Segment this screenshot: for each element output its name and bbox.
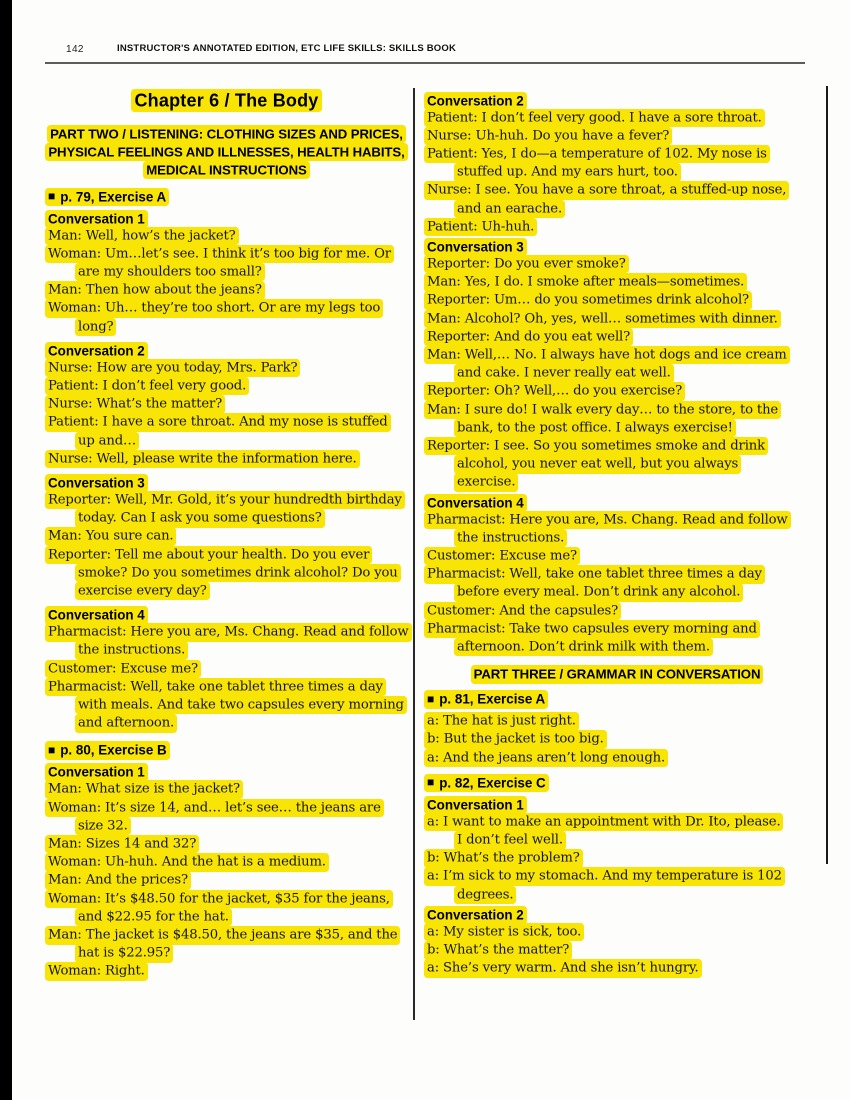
highlighted-text: Woman: It’s $48.50 for the jacket, $35 for the jeans, (45, 890, 393, 909)
highlighted-text: Man: I sure do! I walk every day… to the store, to the (424, 401, 781, 420)
exercise-header (45, 188, 408, 206)
highlighted-text: Patient: I don’t feel very good. I have a sore throat. (424, 109, 765, 128)
highlighted-text: and $22.95 for the hat. (75, 908, 232, 927)
dialogue-line-continuation (424, 474, 810, 492)
dialogue-line (424, 401, 810, 419)
dialogue-line (45, 227, 408, 245)
column-divider (413, 88, 415, 1020)
highlighted-text: Reporter: I see. So you sometimes smoke and drink (424, 437, 768, 456)
dialogue-line (424, 923, 810, 941)
dialogue-line-continuation (424, 365, 810, 383)
dialogue-line-continuation (45, 715, 408, 733)
dialogue-line (45, 890, 408, 908)
highlighted-text: Patient: I don’t feel very good. (45, 377, 249, 396)
highlighted-text: PHYSICAL FEELINGS AND ILLNESSES, HEALTH HABITS, (45, 143, 407, 162)
header-rule (45, 62, 805, 64)
dialogue-line (424, 850, 810, 868)
dialogue-line-continuation (45, 945, 408, 963)
highlighted-text: Conversation 1 (45, 763, 148, 782)
dialogue-line (424, 127, 810, 145)
highlighted-text: afternoon. Don’t drink milk with them. (454, 638, 713, 657)
dialogue-line (424, 292, 810, 310)
highlighted-text: ■ p. 79, Exercise A (45, 188, 169, 207)
dialogue-line (45, 963, 408, 981)
dialogue-line-continuation (45, 817, 408, 835)
highlighted-text: a: And the jeans aren’t long enough. (424, 749, 668, 768)
highlighted-text: Patient: I have a sore throat. And my nose is stuffed (45, 413, 391, 432)
highlighted-text: a: The hat is just right. (424, 712, 579, 731)
highlighted-text: Conversation 2 (45, 342, 148, 361)
highlighted-text: Woman: Uh… they’re too short. Or are my legs too (45, 299, 383, 318)
part-heading-line (45, 143, 408, 161)
dialogue-line (424, 255, 810, 273)
dialogue-line (45, 528, 408, 546)
dialogue-line-continuation (424, 832, 810, 850)
highlighted-text: Conversation 2 (424, 92, 527, 111)
highlighted-text: Man: Sizes 14 and 32? (45, 835, 199, 854)
highlighted-text: Conversation 3 (45, 474, 148, 493)
highlighted-text: ■ p. 82, Exercise C (424, 774, 549, 793)
conversation-title (424, 494, 810, 511)
highlighted-text: Reporter: Um… do you sometimes drink alcohol? (424, 291, 752, 310)
conversation-title (424, 796, 810, 813)
highlighted-text: Nurse: I see. You have a sore throat, a stuffed-up nose, (424, 181, 789, 200)
dialogue-line (424, 868, 810, 886)
highlighted-text: Conversation 1 (424, 796, 527, 815)
dialogue-line (45, 245, 408, 263)
dialogue-line (424, 328, 810, 346)
dialogue-line-continuation (45, 696, 408, 714)
highlighted-text: degrees. (454, 886, 516, 905)
dialogue-line (45, 660, 408, 678)
chapter-title (45, 88, 408, 112)
highlighted-text: PART TWO / LISTENING: CLOTHING SIZES AND PRICES, (47, 125, 406, 144)
highlighted-text: Reporter: And do you eat well? (424, 328, 633, 347)
conversation-title (424, 906, 810, 923)
dialogue-line-continuation (45, 582, 408, 600)
highlighted-text: long? (75, 318, 116, 337)
highlighted-text: Pharmacist: Take two capsules every morning and (424, 620, 760, 639)
highlighted-text: Reporter: Well, Mr. Gold, it’s your hundredth birthday (45, 491, 405, 510)
highlighted-text: Reporter: Do you ever smoke? (424, 255, 629, 274)
highlighted-text: Customer: Excuse me? (424, 547, 580, 566)
highlighted-text: Man: The jacket is $48.50, the jeans are $35, and the (45, 926, 400, 945)
dialogue-line-continuation (424, 419, 810, 437)
dialogue-line (424, 602, 810, 620)
conversation-title (45, 474, 408, 491)
dialogue-line-continuation (424, 584, 810, 602)
dialogue-line (424, 346, 810, 364)
highlighted-text: Conversation 3 (424, 238, 527, 257)
highlighted-text: Man: Yes, I do. I smoke after meals—sometimes. (424, 273, 747, 292)
dialogue-line-continuation (45, 642, 408, 660)
highlighted-text: are my shoulders too small? (75, 263, 265, 282)
highlighted-text: a: I want to make an appointment with Dr. Ito, please. (424, 813, 783, 832)
dialogue-line (424, 731, 810, 749)
dialogue-line (424, 218, 810, 236)
highlighted-text: a: My sister is sick, too. (424, 923, 584, 942)
highlighted-text: Man: And the prices? (45, 871, 191, 890)
section-marker-icon: ■ (427, 775, 435, 790)
chapter-title-text: Chapter 6 / The Body (131, 89, 321, 113)
highlighted-text: Pharmacist: Well, take one tablet three times a day (45, 678, 386, 697)
dialogue-line (45, 300, 408, 318)
conversation-title (45, 210, 408, 227)
dialogue-line (424, 182, 810, 200)
dialogue-line-continuation (424, 886, 810, 904)
conversation-title (424, 238, 810, 255)
dialogue-line-continuation (45, 318, 408, 336)
dialogue-line (45, 396, 408, 414)
highlighted-text: and afternoon. (75, 714, 177, 733)
highlighted-text: ■ p. 80, Exercise B (45, 741, 170, 760)
highlighted-text: Man: Well,… No. I always have hot dogs and ice cream (424, 346, 790, 365)
highlighted-text: Reporter: Tell me about your health. Do you ever (45, 546, 372, 565)
scan-edge-left-bar (0, 0, 12, 1100)
dialogue-line (45, 624, 408, 642)
highlighted-text: Patient: Uh-huh. (424, 218, 537, 237)
dialogue-line (424, 109, 810, 127)
dialogue-line (45, 491, 408, 509)
highlighted-text: Woman: Um…let’s see. I think it’s too big for me. Or (45, 245, 394, 264)
highlighted-text: b: What’s the problem? (424, 849, 583, 868)
highlighted-text: smoke? Do you sometimes drink alcohol? Do you (75, 564, 401, 583)
exercise-header (424, 691, 810, 709)
conversation-title (45, 607, 408, 624)
highlighted-text: Man: Alcohol? Oh, yes, well… sometimes with dinner. (424, 310, 781, 329)
highlighted-text: Nurse: What’s the matter? (45, 395, 225, 414)
highlighted-text: b: What’s the matter? (424, 941, 572, 960)
highlighted-text: PART THREE / GRAMMAR IN CONVERSATION (471, 665, 764, 684)
dialogue-line (424, 310, 810, 328)
left-column (45, 88, 408, 981)
highlighted-text: b: But the jacket is too big. (424, 730, 607, 749)
highlighted-text: Conversation 1 (45, 210, 148, 229)
highlighted-text: Woman: It’s size 14, and… let’s see… the jeans are (45, 799, 384, 818)
section-marker-icon: ■ (48, 742, 56, 757)
dialogue-line (424, 437, 810, 455)
exercise-header (424, 774, 810, 792)
highlighted-text: stuffed up. And my ears hurt, too. (454, 163, 681, 182)
dialogue-line-continuation (424, 200, 810, 218)
highlighted-text: up and… (75, 432, 139, 451)
highlighted-text: Customer: And the capsules? (424, 602, 621, 621)
highlighted-text: exercise. (454, 473, 518, 492)
dialogue-line-continuation (45, 908, 408, 926)
dialogue-line (424, 960, 810, 978)
dialogue-line-continuation (424, 529, 810, 547)
part-heading-line (424, 666, 810, 684)
highlighted-text: Nurse: How are you today, Mrs. Park? (45, 359, 300, 378)
highlighted-text: before every meal. Don’t drink any alcohol. (454, 583, 743, 602)
dialogue-line (45, 872, 408, 890)
exercise-header (45, 742, 408, 760)
highlighted-text: MEDICAL INSTRUCTIONS (143, 161, 309, 180)
dialogue-line (45, 450, 408, 468)
scan-edge-right-line (826, 86, 828, 864)
dialogue-line-continuation (424, 456, 810, 474)
highlighted-text: size 32. (75, 817, 131, 836)
dialogue-line (424, 547, 810, 565)
highlighted-text: hat is $22.95? (75, 944, 173, 963)
dialogue-line (424, 813, 810, 831)
dialogue-line-continuation (45, 432, 408, 450)
highlighted-text: the instructions. (454, 529, 567, 548)
highlighted-text: Man: Then how about the jeans? (45, 281, 265, 300)
highlighted-text: and an earache. (454, 200, 565, 219)
highlighted-text: Patient: Yes, I do—a temperature of 102. My nose is (424, 145, 770, 164)
highlighted-text: Woman: Right. (45, 962, 148, 981)
dialogue-line (424, 145, 810, 163)
highlighted-text: Man: You sure can. (45, 527, 176, 546)
dialogue-line-continuation (45, 564, 408, 582)
highlighted-text: Conversation 2 (424, 906, 527, 925)
conversation-title (45, 764, 408, 781)
dialogue-line (45, 781, 408, 799)
highlighted-text: Woman: Uh-huh. And the hat is a medium. (45, 853, 329, 872)
dialogue-line (45, 835, 408, 853)
dialogue-line-continuation (424, 164, 810, 182)
highlighted-text: today. Can I ask you some questions? (75, 509, 325, 528)
dialogue-line (45, 854, 408, 872)
highlighted-text: Pharmacist: Well, take one tablet three times a day (424, 565, 765, 584)
highlighted-text: the instructions. (75, 641, 188, 660)
running-header-title: INSTRUCTOR'S ANNOTATED EDITION, ETC LIFE SKILLS: SKILLS BOOK (117, 43, 457, 54)
part-heading-line (45, 125, 408, 143)
dialogue-line (45, 799, 408, 817)
dialogue-line-continuation (45, 263, 408, 281)
conversation-title (45, 342, 408, 359)
dialogue-line (424, 511, 810, 529)
dialogue-line-continuation (45, 510, 408, 528)
dialogue-line (45, 359, 408, 377)
dialogue-line (45, 282, 408, 300)
highlighted-text: and cake. I never really eat well. (454, 364, 674, 383)
highlighted-text: Conversation 4 (424, 494, 527, 513)
dialogue-line (45, 546, 408, 564)
dialogue-line (45, 927, 408, 945)
section-marker-icon: ■ (427, 691, 435, 706)
highlighted-text: Pharmacist: Here you are, Ms. Chang. Read and follow (45, 623, 412, 642)
dialogue-line (424, 749, 810, 767)
highlighted-text: Customer: Excuse me? (45, 660, 201, 679)
dialogue-line (424, 566, 810, 584)
highlighted-text: Nurse: Uh-huh. Do you have a fever? (424, 127, 672, 146)
dialogue-line-continuation (424, 638, 810, 656)
highlighted-text: Nurse: Well, please write the information here. (45, 450, 360, 469)
highlighted-text: a: I’m sick to my stomach. And my temperature is 102 (424, 867, 785, 886)
highlighted-text: alcohol, you never eat well, but you always (454, 455, 741, 474)
conversation-title (424, 92, 810, 109)
dialogue-line (424, 942, 810, 960)
dialogue-line (424, 383, 810, 401)
dialogue-line (45, 678, 408, 696)
highlighted-text: with meals. And take two capsules every morning (75, 696, 407, 715)
dialogue-line (45, 377, 408, 395)
highlighted-text: exercise every day? (75, 582, 210, 601)
highlighted-text: bank, to the post office. I always exercise! (454, 419, 736, 438)
highlighted-text: Conversation 4 (45, 606, 148, 625)
highlighted-text: Man: What size is the jacket? (45, 780, 243, 799)
part-heading-line (45, 161, 408, 179)
highlighted-text: Pharmacist: Here you are, Ms. Chang. Read and follow (424, 511, 791, 530)
page-number: 142 (66, 44, 84, 55)
dialogue-line (424, 713, 810, 731)
highlighted-text: a: She’s very warm. And she isn’t hungry. (424, 959, 702, 978)
highlighted-text: I don’t feel well. (454, 831, 566, 850)
highlighted-text: Reporter: Oh? Well,… do you exercise? (424, 382, 685, 401)
dialogue-line (424, 620, 810, 638)
dialogue-line (45, 414, 408, 432)
highlighted-text: ■ p. 81, Exercise A (424, 690, 548, 709)
highlighted-text: Man: Well, how’s the jacket? (45, 227, 239, 246)
dialogue-line (424, 274, 810, 292)
section-marker-icon: ■ (48, 189, 56, 203)
right-column (424, 90, 810, 978)
